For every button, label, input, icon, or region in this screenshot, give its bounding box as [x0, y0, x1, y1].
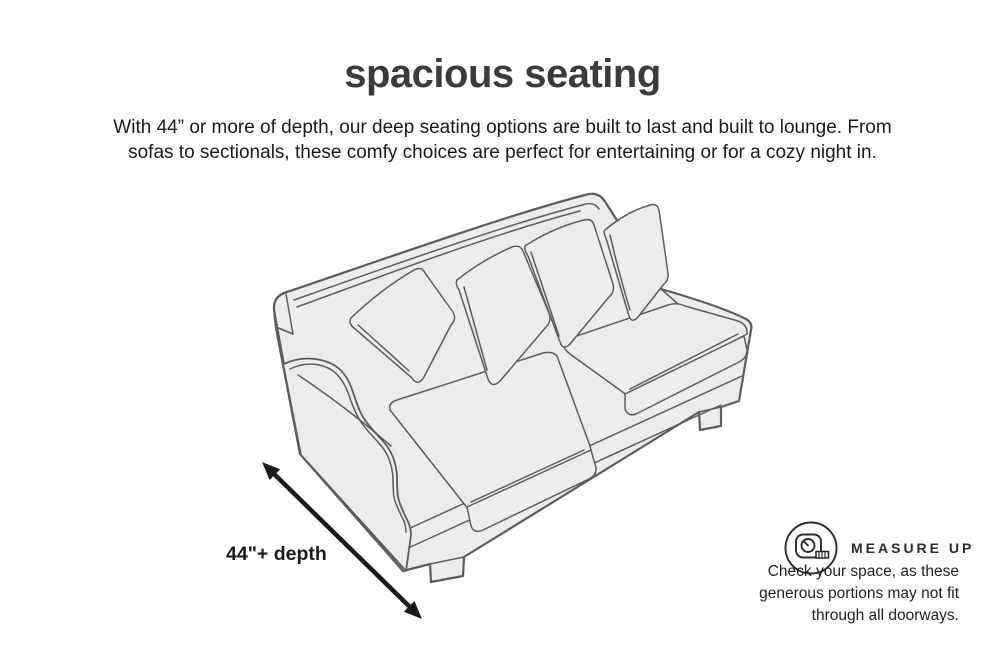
measure-up-note-line: through all doorways.	[811, 607, 959, 624]
measure-up-note-line: Check your space, as these	[767, 563, 959, 580]
measure-up-title: MEASURE UP	[851, 540, 975, 556]
measure-up-note	[759, 561, 959, 627]
measure-up-note-line: generous portions may not fit	[759, 585, 959, 602]
intro-line: sofas to sectionals, these comfy choices are perfect for entertaining or for a cozy night in.	[128, 142, 877, 163]
intro-line: With 44” or more of depth, our deep seating options are built to last and built to lounge. From	[113, 117, 892, 138]
depth-dimension-label: 44"+ depth	[226, 543, 327, 565]
intro-paragraph	[0, 115, 1005, 165]
page-title: spacious seating	[344, 52, 661, 96]
